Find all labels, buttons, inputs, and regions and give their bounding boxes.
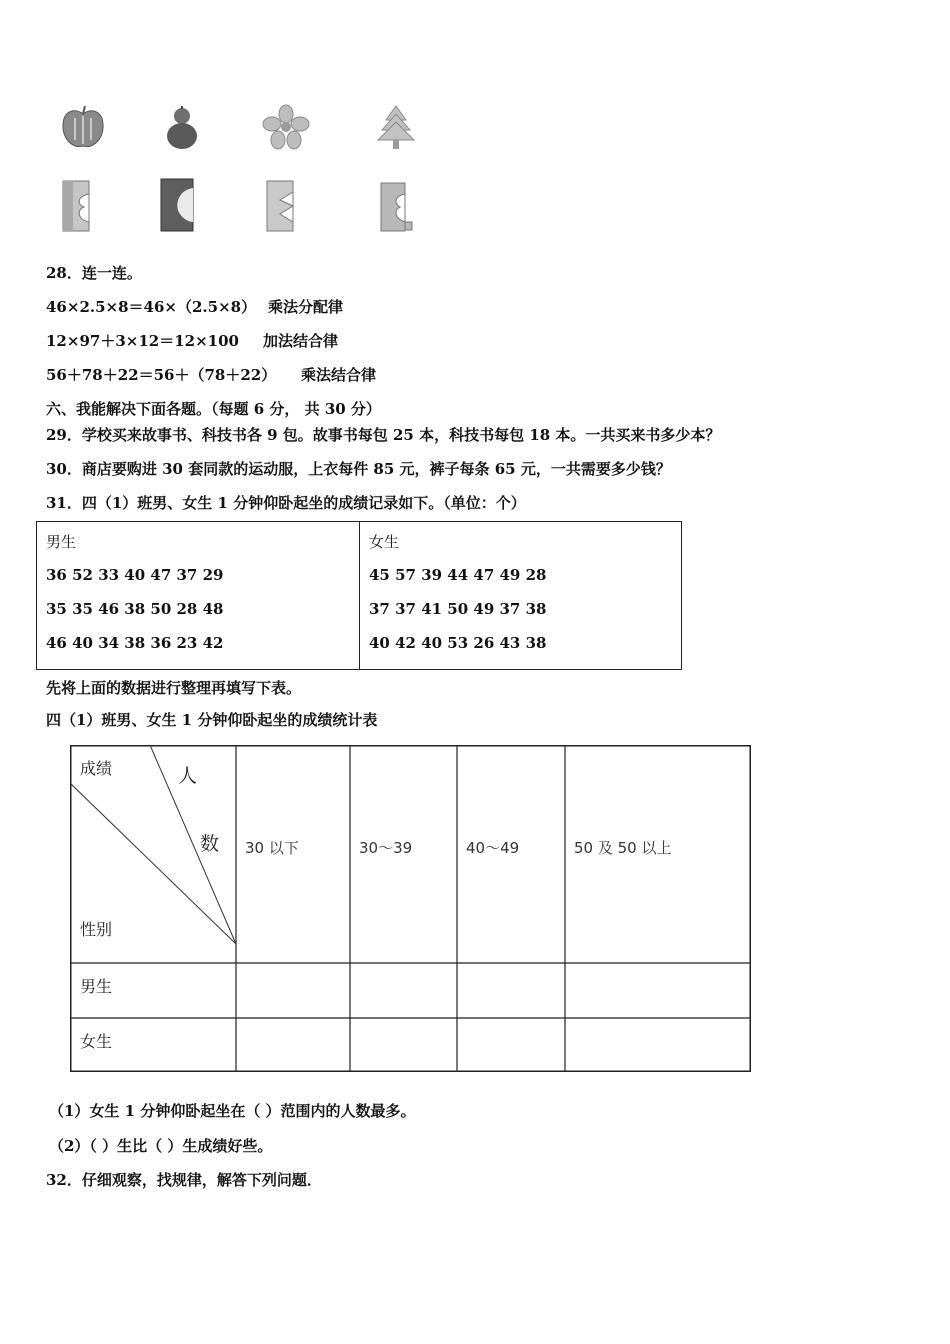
- statistics-table: [70, 745, 751, 1072]
- statistics-table-grid: [70, 745, 751, 1072]
- section-6-heading: 六、我能解决下面各题。（每题 6 分， 共 30 分）: [46, 400, 381, 418]
- girls-row-2: 37 37 41 50 49 37 38: [369, 600, 547, 618]
- q31-sub1: （1）女生 1 分钟仰卧起坐在（ ）范围内的人数最多。: [49, 1102, 416, 1120]
- q28-expr-1: 46×2.5×8＝46×（2.5×8）: [46, 298, 257, 316]
- row-boys-label: 男生: [80, 977, 113, 996]
- cutout-card-3-icon: [266, 180, 300, 234]
- girls-header: 女生: [369, 533, 400, 551]
- row-girls-label: 女生: [80, 1032, 113, 1051]
- q28-expr-2: 12×97＋3×12＝12×100: [46, 332, 239, 350]
- boys-row-2: 35 35 46 38 50 28 48: [46, 600, 224, 618]
- q31-title: 31．四（1）班男、女生 1 分钟仰卧起坐的成绩记录如下。（单位：个）: [46, 494, 526, 512]
- gourd-shape-icon: [162, 104, 202, 152]
- col-50-above: 50 及 50 以上: [574, 839, 672, 857]
- q28-law-3: 乘法结合律: [301, 366, 377, 384]
- q29-text: 29．学校买来故事书、科技书各 9 包。故事书每包 25 本，科技书每包 18 本。一共买来书多少本？: [46, 426, 721, 444]
- q31-sub2: （2）（ ）生比（ ）生成绩好些。: [49, 1137, 273, 1155]
- col-40-49: 40～49: [466, 839, 520, 857]
- boys-row-1: 36 52 33 40 47 37 29: [46, 566, 224, 584]
- q30-text: 30．商店要购进 30 套同款的运动服，上衣每件 85 元，裤子每条 65 元，一共需要多少钱？: [46, 460, 671, 478]
- cutout-card-2-icon: [160, 178, 200, 234]
- q32-text: 32．仔细观察，找规律，解答下列问题．: [46, 1171, 322, 1189]
- q28-expr-3: 56＋78＋22＝56＋（78＋22）: [46, 366, 277, 384]
- corner-score-label: 成绩: [80, 759, 113, 778]
- girls-row-3: 40 42 40 53 26 43 38: [369, 634, 547, 652]
- q28-title: 28．连一连。: [46, 264, 142, 282]
- boys-header: 男生: [46, 533, 77, 551]
- col-below-30: 30 以下: [245, 839, 299, 857]
- cutout-card-1-icon: [62, 180, 98, 234]
- corner-shu-label: 数: [200, 833, 220, 855]
- q31-table-title: 四（1）班男、女生 1 分钟仰卧起坐的成绩统计表: [46, 711, 378, 729]
- corner-ren-label: 人: [178, 765, 198, 787]
- girls-row-1: 45 57 39 44 47 49 28: [369, 566, 547, 584]
- cutout-card-4-icon: [380, 182, 414, 234]
- col-30-39: 30～39: [359, 839, 413, 857]
- q28-law-1: 乘法分配律: [268, 298, 344, 316]
- apple-shape-icon: [58, 104, 108, 152]
- q28-law-2: 加法结合律: [263, 332, 339, 350]
- flower-shape-icon: [262, 104, 310, 150]
- record-table: [36, 521, 682, 670]
- corner-gender-label: 性别: [80, 920, 113, 939]
- q31-instruction: 先将上面的数据进行整理再填写下表。: [46, 679, 302, 697]
- tree-shape-icon: [374, 104, 418, 152]
- boys-row-3: 46 40 34 38 36 23 42: [46, 634, 224, 652]
